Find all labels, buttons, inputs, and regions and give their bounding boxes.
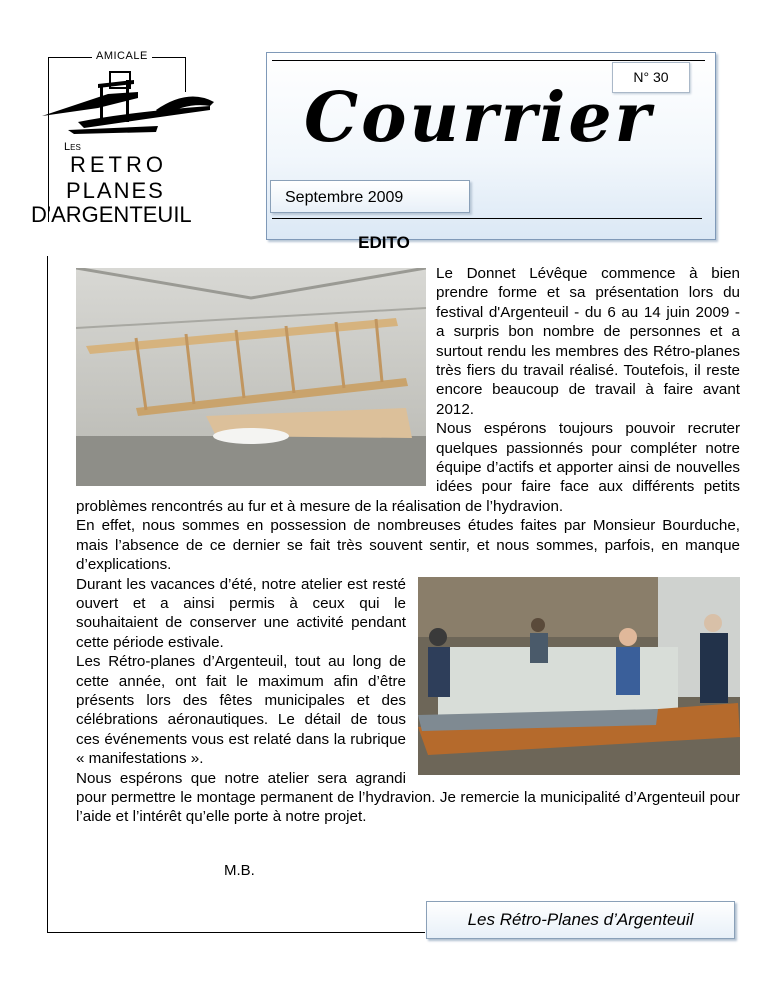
header-rule-bottom bbox=[272, 218, 702, 219]
section-heading: EDITO bbox=[358, 233, 410, 252]
page-frame-bottom bbox=[47, 932, 425, 933]
hangar-seaplane-photo bbox=[76, 268, 426, 486]
article-body bbox=[76, 264, 740, 827]
paragraph-1: Le Donnet Lévêque commence à bien prendre forme et sa présentation lors du festival d'Argenteuil - du 6 au 14 juin 2009 - a surpris bon nombre de personnes et a surtout rendu les membres des Rétro-planes très fiers du travail réalisé. Toutefois, il reste encore beaucoup de travail à faire avant 2012. bbox=[436, 265, 740, 418]
newsletter-title: Courrier bbox=[304, 78, 654, 158]
issue-date: Septembre 2009 bbox=[270, 180, 470, 213]
logo-planes: PLANES bbox=[66, 178, 165, 203]
workshop-photo bbox=[418, 577, 740, 775]
page-frame-left bbox=[47, 256, 48, 932]
logo-amicale: AMICALE bbox=[92, 50, 152, 62]
paragraph-5: Les Rétro-planes d’Argenteuil, tout au long de cette année, ont fait le maximum afin d’être présents lors des fêtes municipales et des célébrations aéronautiques. Le détail de tous ces événements vous est relaté dans la rubrique « manifestations ». bbox=[76, 653, 406, 768]
logo-retro: RETRO bbox=[70, 152, 167, 177]
paragraph-3: En effet, nous sommes en possession de nombreuses études faites par Monsieur Bourduche, mais l’absence de ce dernier se fait très souvent sentir, et nous sommes, parfois, en manque d’explications. bbox=[76, 517, 740, 574]
seaplane-logo-icon bbox=[38, 62, 218, 138]
issue-number: N° 30 bbox=[612, 62, 690, 93]
footer-banner: Les Rétro-Planes d’Argenteuil bbox=[426, 901, 735, 939]
paragraph-4: Durant les vacances d’été, notre atelier est resté ouvert et a ainsi permis à ceux qui le souhaitaient de conserver une activité pendant cette période estivale. bbox=[76, 575, 406, 651]
paragraph-2: Nous espérons toujours pouvoir recruter quelques passionnés pour compléter notre équipe d’actifs et apporter ainsi de nouvelles idées pour faire face aux différents petits problèmes rencontrés au fur et à mesure de la réalisation de l’hydravion. bbox=[76, 420, 740, 515]
signature: M.B. bbox=[224, 862, 255, 879]
header-rule-top bbox=[272, 60, 705, 61]
paragraph-6: Nous espérons que notre atelier sera agrandi pour permettre le montage permanent de l’hydravion. Je remercie la municipalité d’Argenteuil pour l’aide et l’intérêt qu’elle porte à notre projet. bbox=[76, 769, 740, 826]
logo-argenteuil: D'ARGENTEUIL bbox=[31, 202, 192, 227]
logo-les: Les bbox=[64, 141, 81, 153]
